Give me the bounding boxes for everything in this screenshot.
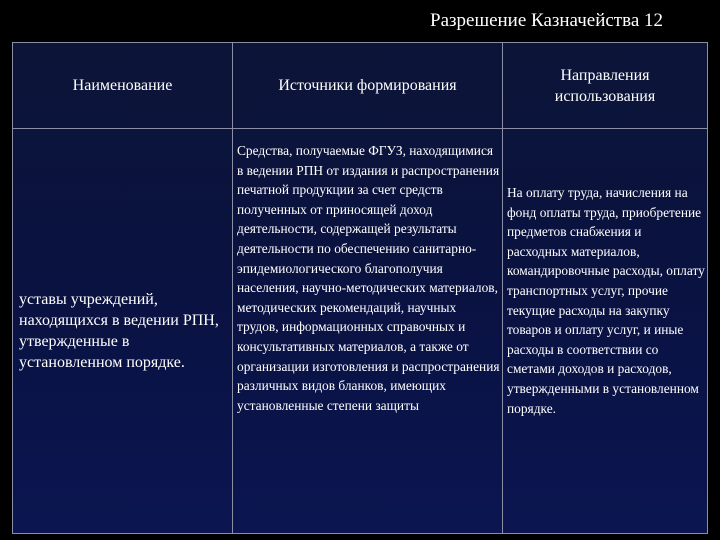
header-name: Наименование [72,77,173,94]
cell-name-text: уставы учреждений, находящихся в ведении РПН, утвержденные в установленном порядке. [19,291,219,371]
table-cell-name [13,129,232,533]
cell-sources-text: Средства, получаемые ФГУЗ, находящимися в ведении РПН от издания и распространения печатной продукции за счет средств полученных от приносящей доход деятельности, содержащей результаты деятельности по обеспечению санитарно-эпидемиологического благополучия населения, научно-методических материалов, методических рекомендаций, научных трудов, информационных справочных и консультативных материалов, а также от организации изготовления и распространения различных видов бланков, имеющих установленные степени защиты [237,143,500,413]
slide-title: Разрешение Казначейства 12 [430,10,664,31]
table-cell-directions [503,129,707,533]
header-directions: Направления использования [554,66,656,105]
header-sources: Источники формирования [278,77,457,94]
info-table [12,42,708,534]
table-cell-sources [233,129,502,533]
cell-directions-text: На оплату труда, начисления на фонд оплаты труда, приобретение предметов снабжения и расходных материалов, командировочные расходы, оплату транспортных услуг, прочие текущие расходы на закупку товаров и оплату услуг, и иные расходы в соответствии со сметами доходов и расходов, утвержденными в установленном порядке. [507,185,705,416]
